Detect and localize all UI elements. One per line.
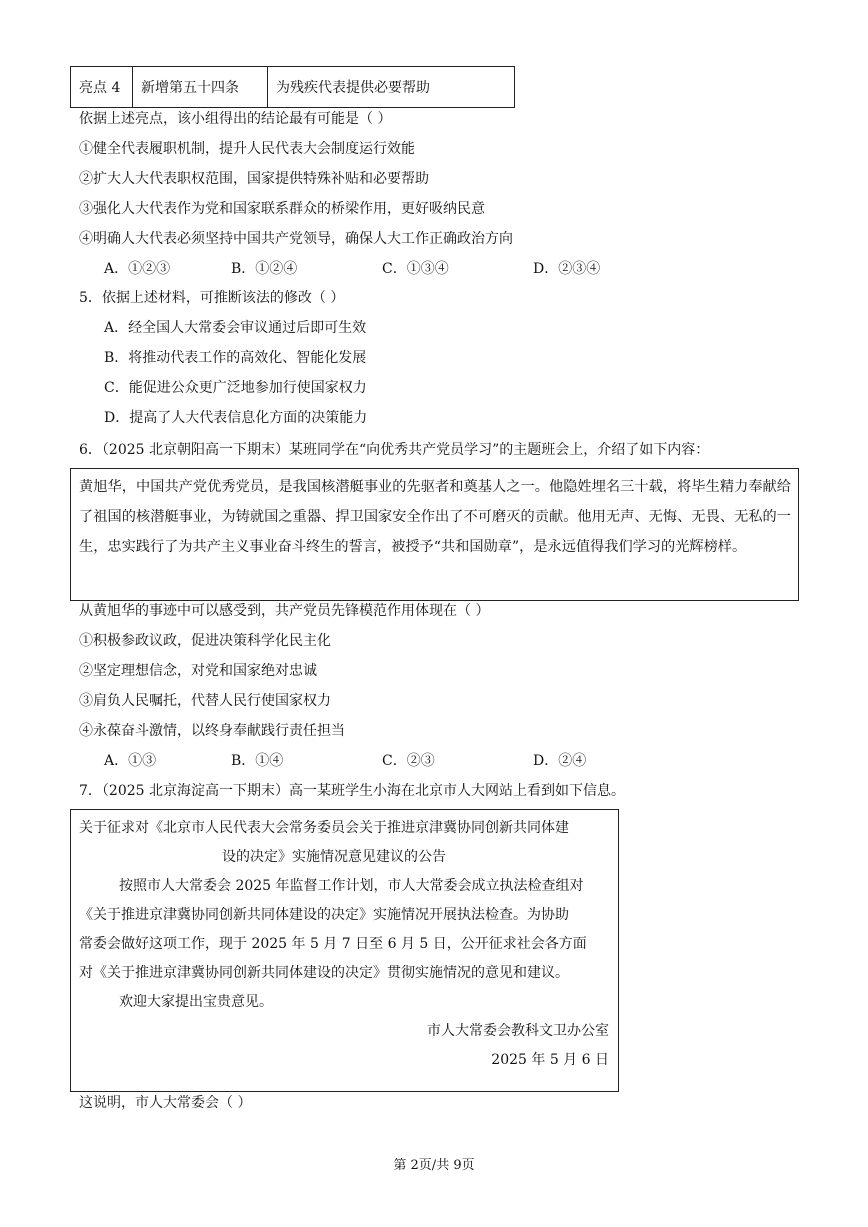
content-cell: 为残疾代表提供必要帮助	[268, 67, 515, 108]
q5-stem: 5．依据上述材料，可推断该法的修改（ ）	[79, 290, 345, 306]
q5-option-c: C．能促进公众更广泛地参加行使国家权力	[104, 380, 367, 396]
q4-option-d: D．②③④	[533, 261, 601, 277]
q6-option-a: A．①③	[104, 753, 157, 769]
q6-material-text: 黄旭华，中国共产党优秀党员，是我国核潜艇事业的先驱者和奠基人之一。他隐姓埋名三十载，将毕生精力奉献给了祖国的核潜艇事业，为铸就国之重器、捍卫国家安全作出了不可磨灭的贡献。他用无声、无悔、无畏、无私的一生，忠实践行了为共产主义事业奋斗终生的誓言，被授予“共和国勋章”，是永远值得我们学习的光辉榜样。	[79, 479, 791, 555]
q7-stem: 7．（2025 北京海淀高一下期末）高一某班学生小海在北京市人大网站上看到如下信息。	[79, 783, 625, 799]
q4-item-3: ③强化人大代表作为党和国家联系群众的桥梁作用，更好吸纳民意	[79, 201, 485, 217]
notice-date: 2025 年 5 月 6 日	[491, 1052, 609, 1068]
q6-item-3: ③肩负人民嘱托，代替人民行使国家权力	[79, 693, 331, 709]
q4-item-2: ②扩大人大代表职权范围，国家提供特殊补贴和必要帮助	[79, 171, 429, 187]
notice-title-line-1: 关于征求对《北京市人民代表大会常务委员会关于推进京津冀协同创新共同体建	[79, 820, 569, 836]
q6-option-d: D．②④	[533, 753, 587, 769]
notice-signature: 市人大常委会教科文卫办公室	[427, 1023, 609, 1039]
q6-option-b: B．①④	[231, 753, 284, 769]
notice-body-line-1: 按照市人大常委会 2025 年监督工作计划，市人大常委会成立执法检查组对	[119, 878, 584, 894]
q4-option-c: C．①③④	[382, 261, 449, 277]
q4-option-b: B．①②④	[231, 261, 298, 277]
q4-stem: 依据上述亮点，该小组得出的结论最有可能是（ ）	[79, 111, 392, 127]
notice-body-line-3: 常委会做好这项工作，现于 2025 年 5 月 7 日至 6 月 5 日，公开征求社会各方面	[79, 936, 587, 952]
article-cell: 新增第五十四条	[133, 67, 268, 108]
notice-welcome: 欢迎大家提出宝贵意见。	[119, 994, 273, 1010]
q5-option-a: A．经全国人大常委会审议通过后即可生效	[104, 320, 367, 336]
q6-question: 从黄旭华的事迹中可以感受到，共产党员先锋模范作用体现在（ ）	[79, 603, 490, 619]
table-row	[71, 67, 515, 108]
q4-item-4: ④明确人大代表必须坚持中国共产党领导，确保人大工作正确政治方向	[79, 231, 513, 247]
notice-title-line-2: 设的决定》实施情况意见建议的公告	[222, 849, 446, 865]
q6-item-2: ②坚定理想信念，对党和国家绝对忠诚	[79, 663, 317, 679]
q6-option-c: C．②③	[382, 753, 435, 769]
q5-option-d: D．提高了人大代表信息化方面的决策能力	[104, 410, 368, 426]
q4-option-a: A．①②③	[104, 261, 171, 277]
highlight-table	[70, 66, 515, 108]
highlight-label-cell: 亮点 4	[71, 67, 133, 108]
q4-item-1: ①健全代表履职机制，提升人民代表大会制度运行效能	[79, 141, 415, 157]
q6-stem: 6．（2025 北京朝阳高一下期末）某班同学在“向优秀共产党员学习”的主题班会上，介绍了如下内容：	[79, 442, 710, 458]
q6-item-1: ①积极参政议政，促进决策科学化民主化	[79, 633, 331, 649]
q6-item-4: ④永葆奋斗激情，以终身奉献践行责任担当	[79, 723, 345, 739]
page-footer: 第 2页/共 9页	[393, 1158, 475, 1173]
notice-body-line-4: 对《关于推进京津冀协同创新共同体建设的决定》贯彻实施情况的意见和建议。	[79, 965, 569, 981]
q5-option-b: B．将推动代表工作的高效化、智能化发展	[104, 350, 367, 366]
q7-question: 这说明，市人大常委会（ ）	[79, 1095, 252, 1111]
notice-body-line-2: 《关于推进京津冀协同创新共同体建设的决定》实施情况开展执法检查。为协助	[79, 907, 569, 923]
